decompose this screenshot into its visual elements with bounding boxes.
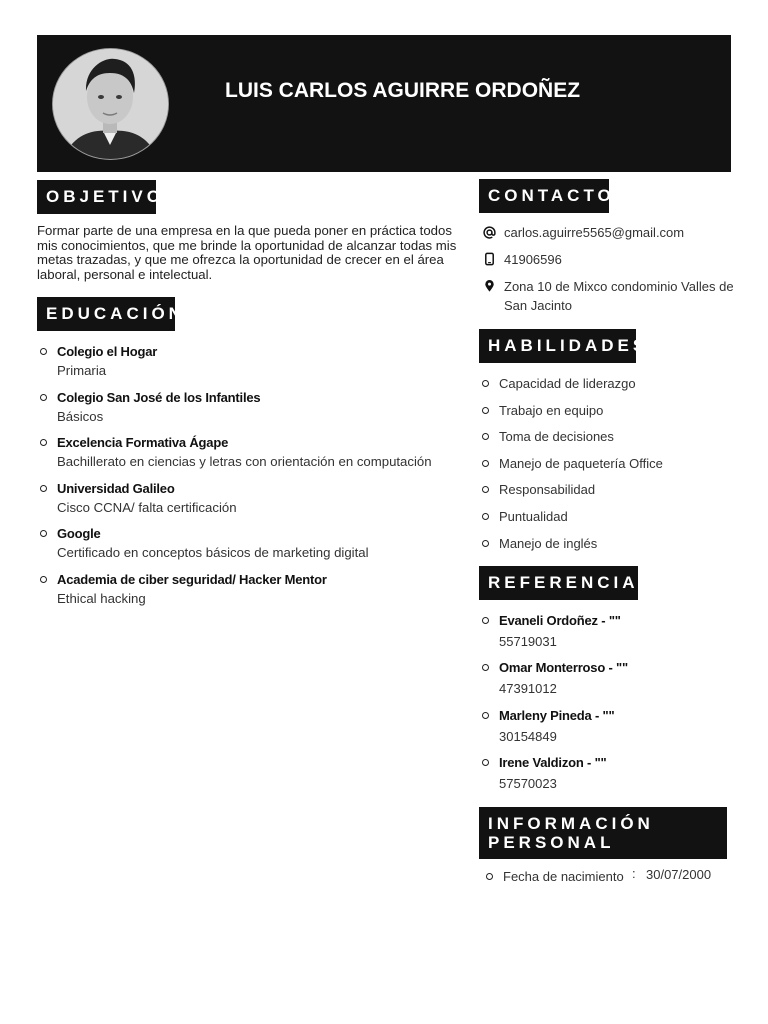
education-item (37, 570, 457, 616)
section-title-education: EDUCACIÓN (37, 297, 175, 331)
education-detail: Primaria (57, 363, 107, 378)
reference-name: Irene Valdizon - "" (499, 755, 607, 771)
bullet-icon (486, 873, 493, 880)
objective-text: Formar parte de una empresa en la que pueda poner en práctica todos mis conocimientos, que me brinde la oportunidad de alcanzar todas mis metas trazadas, y que me ofrezca la oportunidad de crecer en el área laboral, personal e intelectual. (37, 223, 457, 282)
skill-item: Puntualidad (479, 507, 729, 534)
reference-name: Evaneli Ordoñez - "" (499, 613, 621, 628)
reference-phone: 55719031 (499, 634, 557, 649)
education-detail: Básicos (57, 408, 104, 424)
reference-phone: 30154849 (499, 728, 557, 744)
personal-info-row (483, 866, 733, 886)
skill-item: Trabajo en equipo (479, 401, 729, 428)
contact-address: Zona 10 de Mixco condominio Valles de San Jacinto (504, 279, 734, 313)
reference-name: Marleny Pineda - "" (499, 707, 615, 723)
contact-phone: 41906596 (504, 252, 562, 267)
mobile-phone-icon (483, 252, 496, 266)
reference-item (479, 705, 729, 752)
skill-item: Manejo de paquetería Office (479, 454, 729, 481)
skill-item: Toma de decisiones (479, 427, 729, 454)
section-title-personal-info: INFORMACIÓN PERSONAL (479, 807, 727, 859)
at-icon (483, 225, 496, 239)
education-detail: Ethical hacking (57, 590, 146, 606)
reference-item (479, 610, 729, 657)
education-detail: Certificado en conceptos básicos de marketing digital (57, 545, 369, 561)
reference-name: Omar Monterroso - "" (499, 660, 628, 676)
education-school: Colegio San José de los Infantiles (57, 389, 261, 405)
education-item (37, 342, 457, 388)
education-school: Colegio el Hogar (57, 344, 158, 359)
birth-date-value: 30/07/2000 (646, 867, 712, 882)
section-title-skills: HABILIDADES (479, 329, 636, 363)
section-title-references: REFERENCIAS (479, 566, 638, 600)
education-school: Google (57, 526, 101, 542)
education-item (37, 479, 457, 525)
education-school: Academia de ciber seguridad/ Hacker Mentor (57, 571, 327, 587)
section-title-objective: OBJETIVO (37, 180, 156, 214)
education-item (37, 524, 457, 570)
contact-address-row (483, 277, 733, 317)
header-banner (37, 35, 731, 172)
education-item (37, 433, 457, 479)
education-detail: Bachillerato en ciencias y letras con orientación en computación (57, 454, 432, 470)
person-name: LUIS CARLOS AGUIRRE ORDOÑEZ (225, 79, 581, 102)
skills-list (479, 374, 729, 560)
birth-date-label: Fecha de nacimiento (503, 869, 624, 884)
reference-phone: 47391012 (499, 681, 557, 697)
reference-phone: 57570023 (499, 776, 557, 792)
skill-item: Responsabilidad (479, 480, 729, 507)
reference-item (479, 657, 729, 704)
map-pin-icon (483, 279, 496, 293)
contact-phone-row (483, 250, 733, 270)
education-school: Universidad Galileo (57, 480, 175, 496)
education-list (37, 342, 457, 616)
references-list (479, 610, 729, 800)
profile-photo (52, 48, 169, 160)
skill-item: Manejo de inglés (479, 534, 729, 561)
education-school: Excelencia Formativa Ágape (57, 435, 229, 451)
skill-item: Capacidad de liderazgo (479, 374, 729, 401)
education-item (37, 388, 457, 434)
birth-date-separator: : (632, 866, 636, 881)
section-title-contact: CONTACTO (479, 179, 609, 213)
reference-item (479, 752, 729, 799)
contact-email-row (483, 223, 733, 243)
contact-email-link[interactable]: carlos.aguirre5565@gmail.com (504, 225, 685, 240)
education-detail: Cisco CCNA/ falta certificación (57, 499, 237, 515)
